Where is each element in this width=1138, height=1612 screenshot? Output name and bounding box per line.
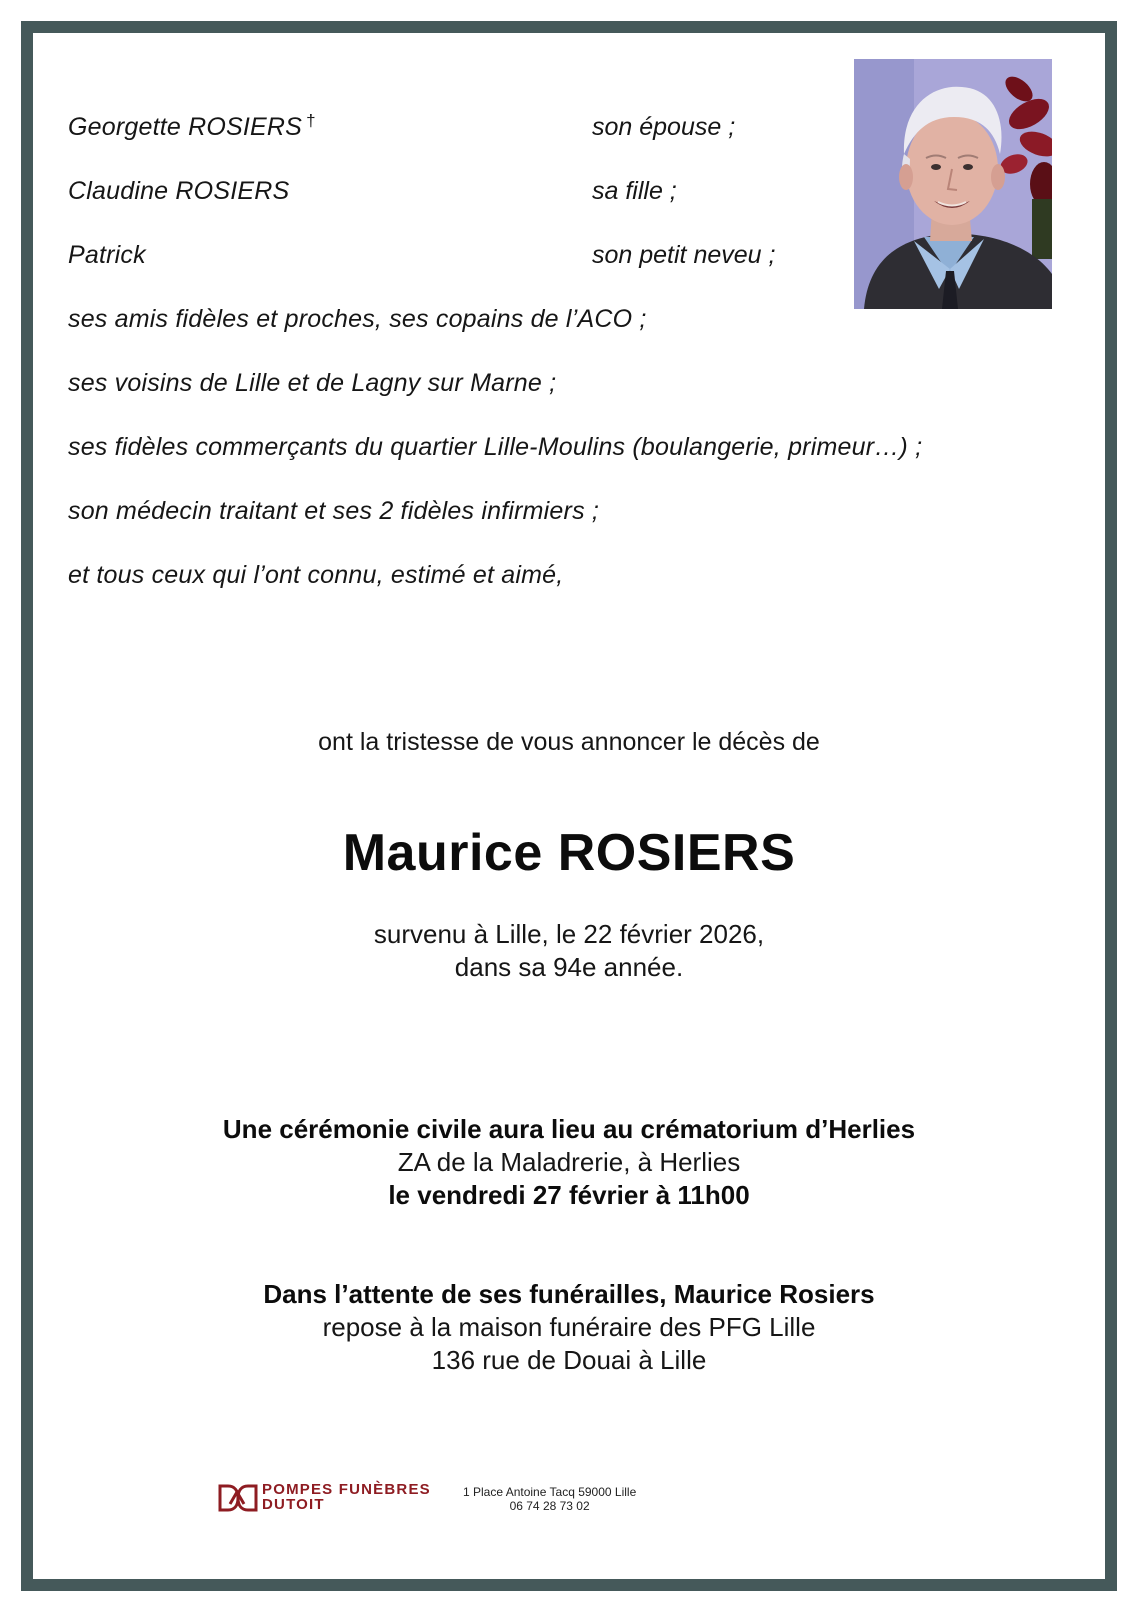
family-name: Claudine ROSIERS [68,177,290,205]
notice-frame [21,21,1117,1591]
family-relation: son épouse ; [592,113,736,141]
others-line: ses voisins de Lille et de Lagny sur Marne ; [68,369,557,397]
ceremony-date: le vendredi 27 février à 11h00 [388,1180,750,1210]
others-line: et tous ceux qui l’ont connu, estimé et aimé, [68,561,564,589]
others-line: ses amis fidèles et proches, ses copains de l’ACO ; [68,305,647,333]
pompes-funebres-logo-icon [218,1484,258,1512]
family-name: Georgette ROSIERS [68,113,303,141]
others-line: ses fidèles commerçants du quartier Lille-Moulins (boulangerie, primeur…) ; [68,433,923,461]
resting-address: 136 rue de Douai à Lille [431,1345,707,1375]
others-line: son médecin traitant et ses 2 fidèles infirmiers ; [68,497,600,525]
resting-section [33,1278,1105,1377]
family-row [68,177,289,206]
deceased-portrait [854,59,1052,309]
family-relation: sa fille ; [592,177,677,205]
announcement-text: ont la tristesse de vous annoncer le décès de [318,728,820,756]
resting-title: Dans l’attente de ses funérailles, Maurice Rosiers [263,1279,875,1309]
deceased-name: Maurice ROSIERS [342,824,796,882]
death-details [33,918,1105,984]
brand-line-1: POMPES FUNÈBRES [262,1481,431,1498]
brand-name [262,1482,431,1512]
family-name: Patrick [68,241,146,269]
family-row [68,241,146,270]
footer-address: 1 Place Antoine Tacq 59000 Lille [463,1485,637,1499]
footer-contact [463,1485,636,1513]
brand-line-2: DUTOIT [262,1496,325,1513]
ceremony-section [33,1113,1105,1212]
ceremony-title: Une cérémonie civile aura lieu au crématorium d’Herlies [222,1114,916,1144]
footer-phone: 06 74 28 73 02 [509,1499,590,1513]
ceremony-place: ZA de la Maladrerie, à Herlies [397,1147,741,1177]
footer [218,1480,698,1520]
death-age: dans sa 94e année. [454,952,684,982]
death-place-date: survenu à Lille, le 22 février 2026, [373,919,765,949]
resting-place: repose à la maison funéraire des PFG Lille [322,1312,816,1342]
portrait-illustration [854,59,1052,309]
family-relation: son petit neveu ; [592,241,776,269]
family-row [68,113,316,142]
cross-mark: † [306,111,316,130]
